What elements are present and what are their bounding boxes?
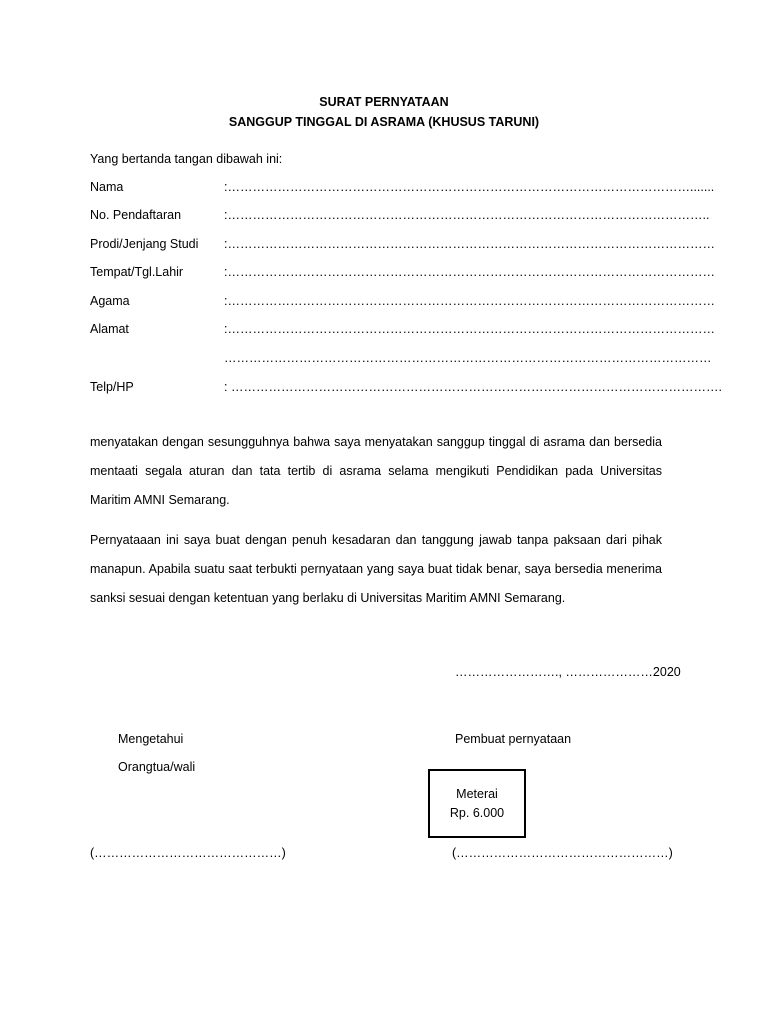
field-value-line: :…………………………………………………………………………………………………....... xyxy=(224,180,715,194)
declaration-paragraph: Pernyataaan ini saya buat dengan penuh kesadaran dan tanggung jawab tanpa paksaan dari pihak manapun. Apabila suatu saat terbukti pernyataan yang saya buat tidak benar, saya bersedia menerima sanksi sesuai dengan ketentuan yang berlaku di Universitas Maritim AMNI Semarang. xyxy=(90,533,662,605)
date-line: ……………………., …………………2020 xyxy=(455,665,681,679)
field-label: Nama xyxy=(90,180,124,194)
left-signature-name-line: (………………………………………) xyxy=(90,846,286,860)
right-signature-name-line: (……………………………………………) xyxy=(452,846,673,860)
field-label: Agama xyxy=(90,294,130,308)
document-subtitle: SANGGUP TINGGAL DI ASRAMA (KHUSUS TARUNI) xyxy=(228,115,540,129)
stamp-amount: Rp. 6.000 xyxy=(449,805,505,820)
field-label: Alamat xyxy=(90,322,129,336)
document-title: SURAT PERNYATAAN xyxy=(319,95,449,109)
field-value-line: ……………………………………………………………………………………………………… xyxy=(224,351,712,365)
statement-paragraph: menyatakan dengan sesungguhnya bahwa saya menyatakan sanggup tinggal di asrama dan bersedia mentaati segala aturan dan tata tertib di asrama selama mengikuti Pendidikan pada Universitas Maritim AMNI Semarang. xyxy=(90,435,662,507)
intro-text: Yang bertanda tangan dibawah ini: xyxy=(90,152,283,166)
right-signature-heading: Pembuat pernyataan xyxy=(455,732,572,746)
field-value-line: :……………………………………………………………………………………………………… xyxy=(224,265,715,279)
field-label: Tempat/Tgl.Lahir xyxy=(90,265,184,279)
left-signature-heading: Mengetahui xyxy=(118,732,184,746)
field-value-line: :……………………………………………………………………………………………………… xyxy=(224,294,715,308)
field-value-line: :……………………………………………………………………………………………………… xyxy=(224,322,715,336)
field-value-line: :……………………………………………………………………………………………………… xyxy=(224,237,715,251)
field-value-line: : ………………………………………………………………………………………………………. xyxy=(224,380,722,394)
field-label: No. Pendaftaran xyxy=(90,208,182,222)
left-signature-role: Orangtua/wali xyxy=(118,760,196,774)
field-value-line: :…………………………………………………………………………………………………….. xyxy=(224,208,710,222)
field-label: Telp/HP xyxy=(90,380,134,394)
stamp-box xyxy=(428,769,526,838)
stamp-label: Meterai xyxy=(456,786,498,801)
field-label: Prodi/Jenjang Studi xyxy=(90,237,199,251)
